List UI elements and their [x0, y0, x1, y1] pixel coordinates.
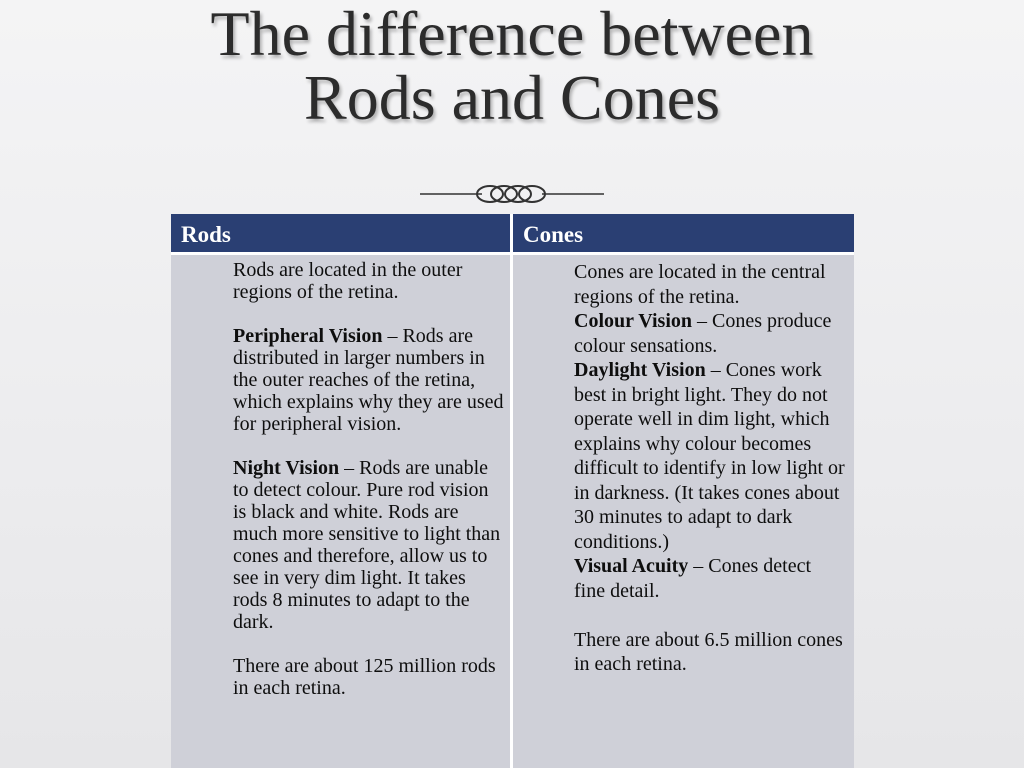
- cones-daylight-vision: [574, 358, 846, 554]
- rods-night-vision: [233, 457, 505, 633]
- rods-count: There are about 125 million rods in each retina.: [233, 655, 496, 699]
- cones-acuity-term: Visual Acuity: [574, 555, 689, 577]
- slide-title: [0, 0, 1024, 133]
- cones-location: Cones are located in the central regions of the retina.: [574, 261, 826, 308]
- header-cones: Cones: [513, 214, 854, 252]
- flourish-divider-icon: [420, 182, 604, 206]
- rods-night-text: – Rods are unable to detect colour. Pure rod vision is black and white. Rods are much more sensitive to light than cones and therefore, allow us to see in very dim light. It takes rods 8 minutes to adapt to the dark.: [233, 457, 501, 633]
- column-divider: [510, 214, 513, 768]
- rods-night-term: Night Vision: [233, 457, 340, 479]
- cones-colour-vision: [574, 309, 846, 358]
- cones-daylight-text: – Cones work best in bright light. They do not operate well in dim light, which explains why colour becomes difficult to identify in low light or in darkness. (It takes cones about 30 minutes to adapt to dark conditions.): [574, 359, 845, 553]
- rods-peripheral-vision: [233, 325, 505, 435]
- header-rods: Rods: [171, 214, 510, 252]
- rods-peripheral-term: Peripheral Vision: [233, 325, 383, 347]
- cones-count: There are about 6.5 million cones in each retina.: [574, 628, 843, 675]
- cones-visual-acuity: [574, 554, 846, 603]
- slide-title-line-1: The difference between: [210, 0, 814, 69]
- rods-location: Rods are located in the outer regions of the retina.: [233, 259, 463, 303]
- cones-daylight-term: Daylight Vision: [574, 359, 706, 381]
- slide-title-line-2: Rods and Cones: [304, 62, 720, 133]
- comparison-table: [171, 214, 854, 768]
- cones-colour-term: Colour Vision: [574, 310, 692, 332]
- rods-peripheral-text: – Rods are distributed in larger numbers in the outer reaches of the retina, which explains why they are used for peripheral vision.: [233, 325, 504, 435]
- rods-cell: [233, 259, 505, 699]
- cones-cell: [574, 260, 846, 677]
- cones-acuity-text: – Cones detect fine detail.: [574, 555, 812, 602]
- cones-colour-text: – Cones produce colour sensations.: [574, 310, 832, 357]
